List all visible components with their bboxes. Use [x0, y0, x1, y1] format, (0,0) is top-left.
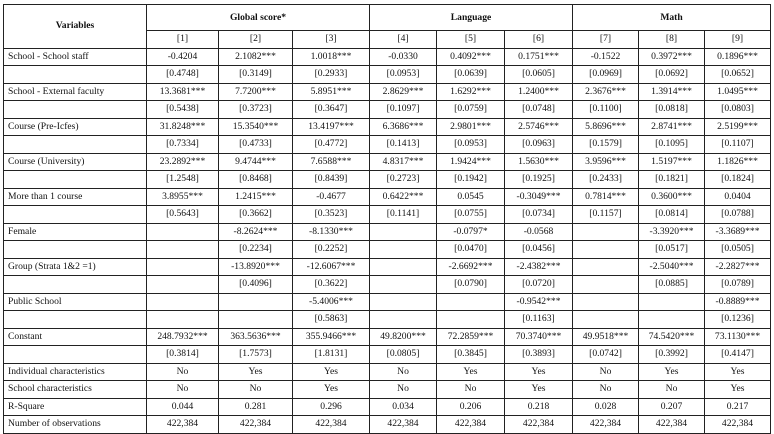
- coefficient-cell: 9.4744***: [219, 153, 293, 171]
- std-error-cell: [639, 311, 705, 329]
- summary-cell: 0.281: [219, 398, 293, 416]
- group-header: Global score*: [147, 5, 370, 31]
- std-error-cell: [0.0748]: [505, 101, 573, 119]
- row-label-blank: [4, 346, 147, 364]
- table-row-coefficient: [4, 223, 771, 241]
- row-label: Constant: [4, 328, 147, 346]
- coefficient-cell: 0.6422***: [370, 188, 437, 206]
- std-error-cell: [0.1097]: [370, 101, 437, 119]
- coefficient-cell: 2.8629***: [370, 83, 437, 101]
- coefficient-cell: -0.0568: [505, 223, 573, 241]
- coefficient-cell: [219, 293, 293, 311]
- std-error-cell: [0.3523]: [293, 206, 370, 224]
- std-error-cell: [0.0755]: [437, 206, 505, 224]
- column-number-header: [9]: [705, 31, 771, 49]
- coefficient-cell: -0.4677: [293, 188, 370, 206]
- coefficient-cell: -0.3049***: [505, 188, 573, 206]
- std-error-cell: [219, 311, 293, 329]
- coefficient-cell: 0.1751***: [505, 48, 573, 66]
- std-error-cell: [0.4733]: [219, 136, 293, 154]
- coefficient-cell: 1.0495***: [705, 83, 771, 101]
- regression-table-container: [3, 4, 770, 428]
- row-label-blank: [4, 206, 147, 224]
- coefficient-cell: -8.1330***: [293, 223, 370, 241]
- coefficient-cell: 5.8951***: [293, 83, 370, 101]
- std-error-cell: [0.0789]: [705, 276, 771, 294]
- coefficient-cell: 5.8696***: [573, 118, 639, 136]
- summary-cell: 0.207: [639, 398, 705, 416]
- std-error-cell: [0.5438]: [147, 101, 219, 119]
- std-error-cell: [0.2234]: [219, 241, 293, 259]
- coefficient-cell: 23.2892***: [147, 153, 219, 171]
- header-row-groups: [4, 5, 771, 31]
- coefficient-cell: -12.6067***: [293, 258, 370, 276]
- summary-cell: Yes: [705, 381, 771, 399]
- table-row-coefficient: [4, 83, 771, 101]
- coefficient-cell: 1.3914***: [639, 83, 705, 101]
- std-error-cell: [0.0639]: [437, 66, 505, 84]
- regression-table: [3, 4, 771, 434]
- std-error-cell: [0.1824]: [705, 171, 771, 189]
- coefficient-cell: 13.3681***: [147, 83, 219, 101]
- row-label: R-Square: [4, 398, 147, 416]
- coefficient-cell: 6.3686***: [370, 118, 437, 136]
- std-error-cell: [0.0818]: [639, 101, 705, 119]
- table-row-coefficient: [4, 293, 771, 311]
- std-error-cell: [0.0692]: [639, 66, 705, 84]
- summary-cell: Yes: [639, 363, 705, 381]
- column-number-header: [7]: [573, 31, 639, 49]
- std-error-cell: [0.2252]: [293, 241, 370, 259]
- coefficient-cell: [147, 223, 219, 241]
- summary-cell: Yes: [293, 363, 370, 381]
- std-error-cell: [147, 276, 219, 294]
- column-number-header: [6]: [505, 31, 573, 49]
- table-row-std-error: [4, 101, 771, 119]
- summary-cell: 422,384: [293, 416, 370, 434]
- table-row-std-error: [4, 241, 771, 259]
- column-number-header: [4]: [370, 31, 437, 49]
- coefficient-cell: -2.4382***: [505, 258, 573, 276]
- summary-cell: 0.218: [505, 398, 573, 416]
- coefficient-cell: 1.6292***: [437, 83, 505, 101]
- coefficient-cell: 3.8955***: [147, 188, 219, 206]
- std-error-cell: [0.1157]: [573, 206, 639, 224]
- coefficient-cell: 0.0545: [437, 188, 505, 206]
- std-error-cell: [0.0652]: [705, 66, 771, 84]
- row-label: School - School staff: [4, 48, 147, 66]
- std-error-cell: [0.0605]: [505, 66, 573, 84]
- summary-cell: Yes: [219, 363, 293, 381]
- coefficient-cell: 0.4092***: [437, 48, 505, 66]
- std-error-cell: [0.0470]: [437, 241, 505, 259]
- column-number-header: [3]: [293, 31, 370, 49]
- std-error-cell: [1.2548]: [147, 171, 219, 189]
- std-error-cell: [0.3622]: [293, 276, 370, 294]
- std-error-cell: [0.1413]: [370, 136, 437, 154]
- row-label: School - External faculty: [4, 83, 147, 101]
- std-error-cell: [0.1163]: [505, 311, 573, 329]
- std-error-cell: [0.5863]: [293, 311, 370, 329]
- coefficient-cell: -0.8889***: [705, 293, 771, 311]
- std-error-cell: [0.3814]: [147, 346, 219, 364]
- table-row-std-error: [4, 346, 771, 364]
- coefficient-cell: -3.3689***: [705, 223, 771, 241]
- coefficient-cell: -2.2827***: [705, 258, 771, 276]
- coefficient-cell: 4.8317***: [370, 153, 437, 171]
- coefficient-cell: [573, 293, 639, 311]
- row-label: School characteristics: [4, 381, 147, 399]
- coefficient-cell: [147, 293, 219, 311]
- row-label: More than 1 course: [4, 188, 147, 206]
- coefficient-cell: 73.1130***: [705, 328, 771, 346]
- coefficient-cell: 2.9801***: [437, 118, 505, 136]
- coefficient-cell: 2.1082***: [219, 48, 293, 66]
- coefficient-cell: 31.8248***: [147, 118, 219, 136]
- std-error-cell: [0.0814]: [639, 206, 705, 224]
- table-row-coefficient: [4, 258, 771, 276]
- coefficient-cell: 0.1896***: [705, 48, 771, 66]
- coefficient-cell: [437, 293, 505, 311]
- coefficient-cell: 7.6588***: [293, 153, 370, 171]
- column-number-header: [5]: [437, 31, 505, 49]
- std-error-cell: [0.3992]: [639, 346, 705, 364]
- coefficient-cell: 1.0018***: [293, 48, 370, 66]
- coefficient-cell: 0.7814***: [573, 188, 639, 206]
- coefficient-cell: 248.7932***: [147, 328, 219, 346]
- row-label: Public School: [4, 293, 147, 311]
- summary-cell: 0.044: [147, 398, 219, 416]
- summary-cell: Yes: [437, 363, 505, 381]
- row-label: Course (University): [4, 153, 147, 171]
- std-error-cell: [573, 311, 639, 329]
- coefficient-cell: -0.1522: [573, 48, 639, 66]
- table-row-std-error: [4, 171, 771, 189]
- coefficient-cell: -0.0330: [370, 48, 437, 66]
- summary-cell: No: [147, 363, 219, 381]
- coefficient-cell: 1.5630***: [505, 153, 573, 171]
- row-label: Individual characteristics: [4, 363, 147, 381]
- summary-cell: No: [573, 363, 639, 381]
- summary-cell: Yes: [505, 363, 573, 381]
- table-row-summary: [4, 416, 771, 434]
- coefficient-cell: -3.3920***: [639, 223, 705, 241]
- std-error-cell: [0.0456]: [505, 241, 573, 259]
- coefficient-cell: 13.4197***: [293, 118, 370, 136]
- std-error-cell: [0.4096]: [219, 276, 293, 294]
- coefficient-cell: -0.0797*: [437, 223, 505, 241]
- column-number-header: [8]: [639, 31, 705, 49]
- coefficient-cell: 3.9596***: [573, 153, 639, 171]
- summary-cell: Yes: [293, 381, 370, 399]
- std-error-cell: [0.1942]: [437, 171, 505, 189]
- std-error-cell: [0.0517]: [639, 241, 705, 259]
- summary-cell: 422,384: [147, 416, 219, 434]
- summary-cell: 422,384: [437, 416, 505, 434]
- coefficient-cell: 1.2415***: [219, 188, 293, 206]
- std-error-cell: [0.1579]: [573, 136, 639, 154]
- coefficient-cell: [370, 258, 437, 276]
- std-error-cell: [0.7334]: [147, 136, 219, 154]
- std-error-cell: [370, 241, 437, 259]
- summary-cell: 0.206: [437, 398, 505, 416]
- table-row-coefficient: [4, 118, 771, 136]
- std-error-cell: [0.3723]: [219, 101, 293, 119]
- coefficient-cell: 1.1826***: [705, 153, 771, 171]
- std-error-cell: [147, 241, 219, 259]
- std-error-cell: [0.1925]: [505, 171, 573, 189]
- std-error-cell: [0.1821]: [639, 171, 705, 189]
- std-error-cell: [0.0788]: [705, 206, 771, 224]
- coefficient-cell: -2.6692***: [437, 258, 505, 276]
- std-error-cell: [147, 311, 219, 329]
- table-row-coefficient: [4, 48, 771, 66]
- table-row-std-error: [4, 136, 771, 154]
- coefficient-cell: 2.3676***: [573, 83, 639, 101]
- std-error-cell: [0.0505]: [705, 241, 771, 259]
- coefficient-cell: -8.2624***: [219, 223, 293, 241]
- table-row-std-error: [4, 206, 771, 224]
- coefficient-cell: [573, 258, 639, 276]
- table-row-coefficient: [4, 188, 771, 206]
- row-label: Number of observations: [4, 416, 147, 434]
- coefficient-cell: 74.5420***: [639, 328, 705, 346]
- std-error-cell: [573, 276, 639, 294]
- coefficient-cell: 49.8200***: [370, 328, 437, 346]
- summary-cell: 422,384: [370, 416, 437, 434]
- std-error-cell: [0.8439]: [293, 171, 370, 189]
- row-label-blank: [4, 101, 147, 119]
- std-error-cell: [0.1107]: [705, 136, 771, 154]
- table-body: [4, 5, 771, 434]
- coefficient-cell: -2.5040***: [639, 258, 705, 276]
- coefficient-cell: 2.8741***: [639, 118, 705, 136]
- std-error-cell: [1.7573]: [219, 346, 293, 364]
- summary-cell: Yes: [705, 363, 771, 381]
- std-error-cell: [573, 241, 639, 259]
- coefficient-cell: [573, 223, 639, 241]
- coefficient-cell: 2.5746***: [505, 118, 573, 136]
- summary-cell: No: [639, 381, 705, 399]
- std-error-cell: [0.4748]: [147, 66, 219, 84]
- std-error-cell: [0.0953]: [437, 136, 505, 154]
- row-label: Course (Pre-Icfes): [4, 118, 147, 136]
- coefficient-cell: 1.2400***: [505, 83, 573, 101]
- row-label-blank: [4, 311, 147, 329]
- row-label-blank: [4, 136, 147, 154]
- coefficient-cell: 0.3972***: [639, 48, 705, 66]
- summary-cell: 422,384: [705, 416, 771, 434]
- std-error-cell: [0.0759]: [437, 101, 505, 119]
- std-error-cell: [437, 311, 505, 329]
- summary-cell: No: [147, 381, 219, 399]
- std-error-cell: [0.4147]: [705, 346, 771, 364]
- std-error-cell: [0.0805]: [370, 346, 437, 364]
- std-error-cell: [1.8131]: [293, 346, 370, 364]
- coefficient-cell: 355.9466***: [293, 328, 370, 346]
- std-error-cell: [0.1100]: [573, 101, 639, 119]
- coefficient-cell: 0.3600***: [639, 188, 705, 206]
- coefficient-cell: 72.2859***: [437, 328, 505, 346]
- row-label-blank: [4, 276, 147, 294]
- coefficient-cell: 0.0404: [705, 188, 771, 206]
- std-error-cell: [0.0742]: [573, 346, 639, 364]
- summary-cell: 422,384: [219, 416, 293, 434]
- coefficient-cell: -13.8920***: [219, 258, 293, 276]
- column-number-header: [2]: [219, 31, 293, 49]
- std-error-cell: [370, 276, 437, 294]
- std-error-cell: [0.8468]: [219, 171, 293, 189]
- std-error-cell: [0.3647]: [293, 101, 370, 119]
- summary-cell: No: [573, 381, 639, 399]
- std-error-cell: [370, 311, 437, 329]
- std-error-cell: [0.3845]: [437, 346, 505, 364]
- summary-cell: 422,384: [573, 416, 639, 434]
- coefficient-cell: 15.3540***: [219, 118, 293, 136]
- table-row-summary: [4, 381, 771, 399]
- std-error-cell: [0.0963]: [505, 136, 573, 154]
- coefficient-cell: [370, 293, 437, 311]
- table-row-coefficient: [4, 328, 771, 346]
- coefficient-cell: 49.9518***: [573, 328, 639, 346]
- table-row-std-error: [4, 311, 771, 329]
- std-error-cell: [0.1236]: [705, 311, 771, 329]
- coefficient-cell: -0.4204: [147, 48, 219, 66]
- row-label-blank: [4, 66, 147, 84]
- table-row-summary: [4, 363, 771, 381]
- row-label: Group (Strata 1&2 =1): [4, 258, 147, 276]
- coefficient-cell: [639, 293, 705, 311]
- coefficient-cell: 363.5636***: [219, 328, 293, 346]
- column-number-header: [1]: [147, 31, 219, 49]
- std-error-cell: [0.0953]: [370, 66, 437, 84]
- coefficient-cell: -5.4006***: [293, 293, 370, 311]
- coefficient-cell: 2.5199***: [705, 118, 771, 136]
- summary-cell: No: [370, 381, 437, 399]
- row-label-blank: [4, 171, 147, 189]
- table-row-coefficient: [4, 153, 771, 171]
- table-row-summary: [4, 398, 771, 416]
- summary-cell: 422,384: [505, 416, 573, 434]
- summary-cell: No: [219, 381, 293, 399]
- group-header: Language: [370, 5, 573, 31]
- group-header: Math: [573, 5, 771, 31]
- std-error-cell: [0.1095]: [639, 136, 705, 154]
- summary-cell: No: [437, 381, 505, 399]
- summary-cell: 0.028: [573, 398, 639, 416]
- std-error-cell: [0.0790]: [437, 276, 505, 294]
- summary-cell: 422,384: [639, 416, 705, 434]
- coefficient-cell: 1.5197***: [639, 153, 705, 171]
- summary-cell: 0.217: [705, 398, 771, 416]
- std-error-cell: [0.0885]: [639, 276, 705, 294]
- summary-cell: Yes: [505, 381, 573, 399]
- coefficient-cell: [147, 258, 219, 276]
- coefficient-cell: 7.7200***: [219, 83, 293, 101]
- coefficient-cell: 1.9424***: [437, 153, 505, 171]
- std-error-cell: [0.4772]: [293, 136, 370, 154]
- table-row-std-error: [4, 66, 771, 84]
- std-error-cell: [0.3893]: [505, 346, 573, 364]
- std-error-cell: [0.2723]: [370, 171, 437, 189]
- std-error-cell: [0.1141]: [370, 206, 437, 224]
- variables-header: Variables: [4, 5, 147, 49]
- std-error-cell: [0.3149]: [219, 66, 293, 84]
- std-error-cell: [0.2433]: [573, 171, 639, 189]
- std-error-cell: [0.0969]: [573, 66, 639, 84]
- summary-cell: No: [370, 363, 437, 381]
- std-error-cell: [0.3662]: [219, 206, 293, 224]
- std-error-cell: [0.5643]: [147, 206, 219, 224]
- summary-cell: 0.034: [370, 398, 437, 416]
- coefficient-cell: -0.9542***: [505, 293, 573, 311]
- row-label: Female: [4, 223, 147, 241]
- summary-cell: 0.296: [293, 398, 370, 416]
- std-error-cell: [0.0803]: [705, 101, 771, 119]
- std-error-cell: [0.2933]: [293, 66, 370, 84]
- std-error-cell: [0.0734]: [505, 206, 573, 224]
- std-error-cell: [0.0720]: [505, 276, 573, 294]
- row-label-blank: [4, 241, 147, 259]
- coefficient-cell: 70.3740***: [505, 328, 573, 346]
- coefficient-cell: [370, 223, 437, 241]
- table-row-std-error: [4, 276, 771, 294]
